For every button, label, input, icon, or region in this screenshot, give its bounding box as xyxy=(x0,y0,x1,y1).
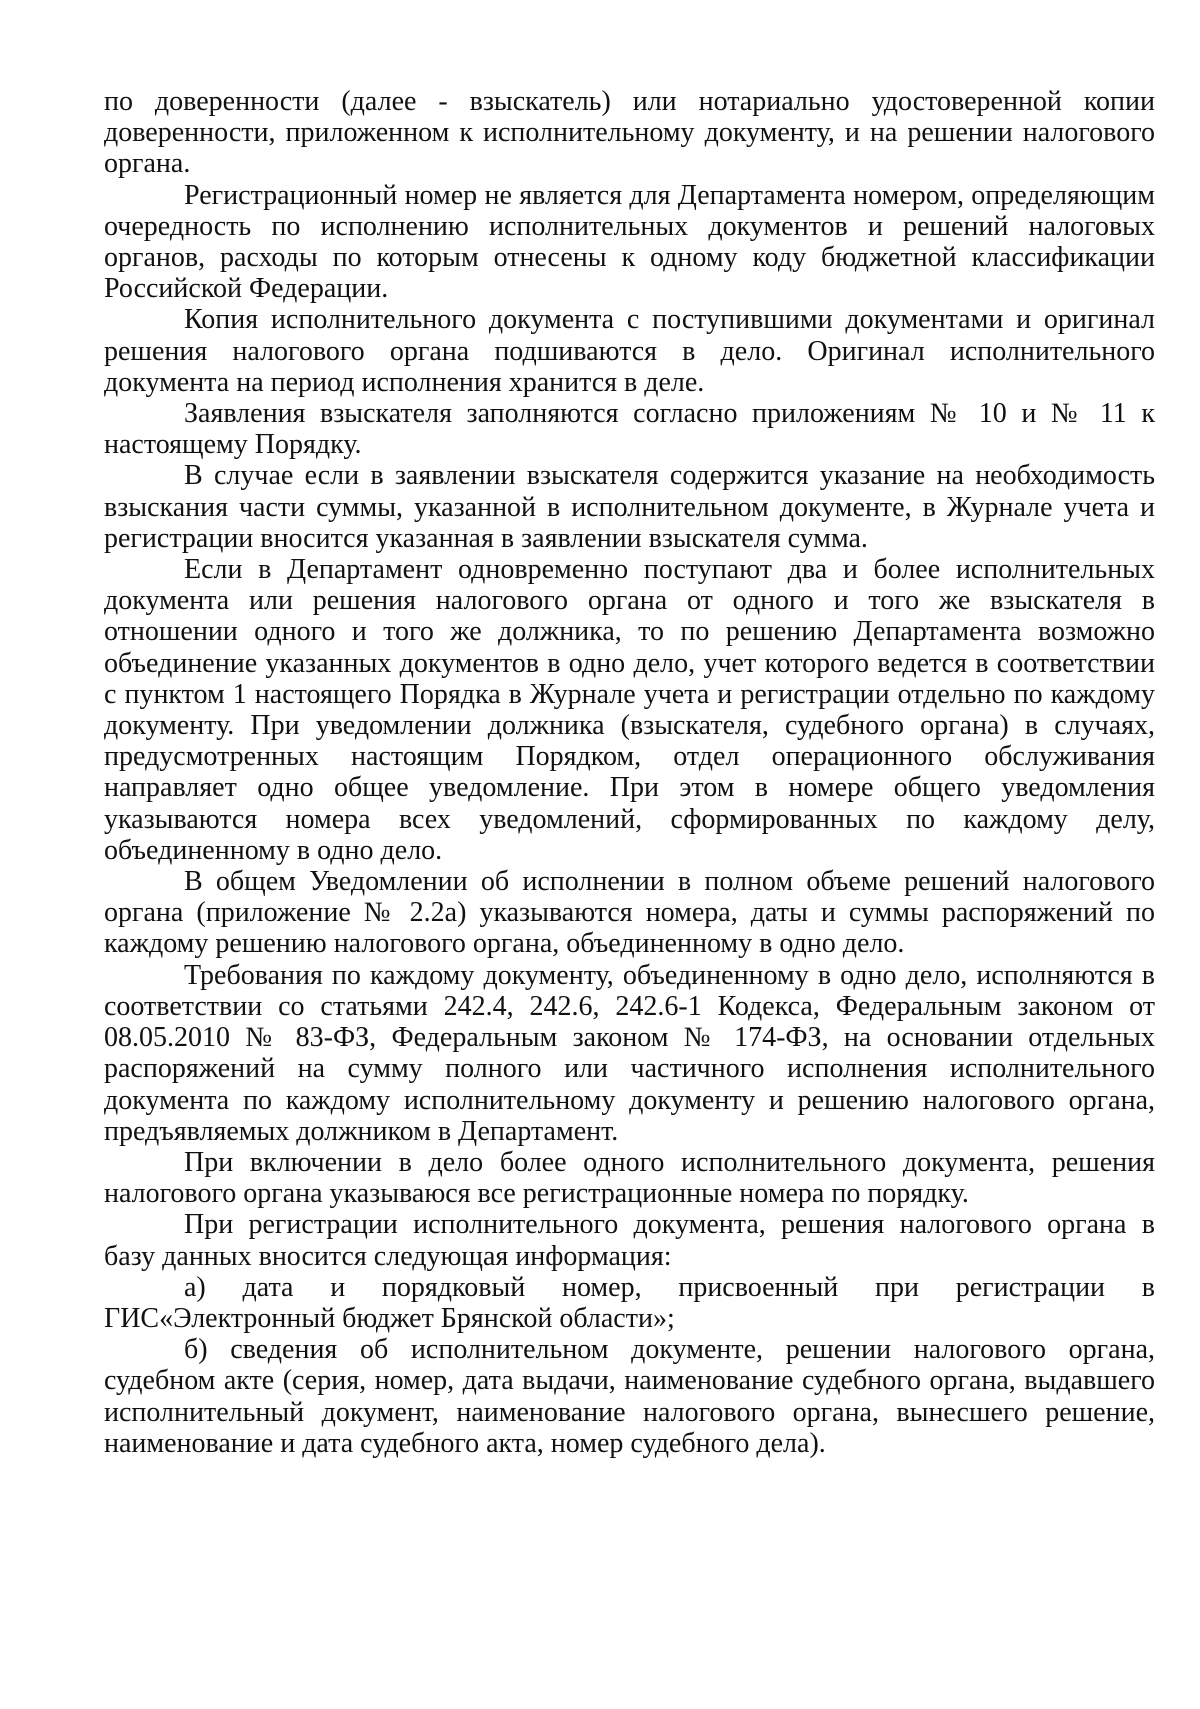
paragraph-continuation: по доверенности (далее - взыскатель) или нотариально удостоверенной копии доверенности, приложенном к исполнительному документу, и на решении налогового органа. xyxy=(104,86,1155,180)
paragraph-requirements: Требования по каждому документу, объединенному в одно дело, исполняются в соответствии со статьями 242.4, 242.6, 242.6-1 Кодекса, Федеральным законом от 08.05.2010 № 83-ФЗ, Федеральным законом № 174-ФЗ, на основании отдельных распоряжений на сумму полного или частичного исполнения исполнительного документа по каждому исполнительному документу и решению налогового органа, предъявляемых должником в Департамент. xyxy=(104,959,1155,1147)
paragraph-partial-sum: В случае если в заявлении взыскателя содержится указание на необходимость взыскания части суммы, указанной в исполнительном документе, в Журнале учета и регистрации вносится указанная в заявлении взыскателя сумма. xyxy=(104,460,1155,554)
paragraph-registration-number: Регистрационный номер не является для Департамента номером, определяющим очередность по исполнению исполнительных документов и решений налоговых органов, расходы по которым отнесены к одному коду бюджетной классификации Российской Федерации. xyxy=(104,179,1155,305)
paragraph-document-copy: Копия исполнительного документа с поступившими документами и оригинал решения налогового органа подшиваются в дело. Оригинал исполнительного документа на период исполнения хранится в деле. xyxy=(104,304,1155,398)
document-page xyxy=(104,86,1155,1459)
list-item-b: б) сведения об исполнительном документе, решении налогового органа, судебном акте (серия, номер, дата выдачи, наименование судебного органа, выдавшего исполнительный документ, наименование налогового органа, вынесшего решение, наименование и дата судебного акта, номер судебного дела). xyxy=(104,1334,1155,1459)
paragraph-multiple-documents: При включении в дело более одного исполнительного документа, решения налогового органа указываюся все регистрационные номера по порядку. xyxy=(104,1146,1155,1210)
paragraph-claimant-applications: Заявления взыскателя заполняются согласно приложениям № 10 и № 11 к настоящему Порядку. xyxy=(104,398,1155,461)
list-item-a: а) дата и порядковый номер, присвоенный при регистрации в ГИС«Электронный бюджет Брянской области»; xyxy=(104,1271,1155,1334)
paragraph-merging-documents: Если в Департамент одновременно поступают два и более исполнительных документа или решения налогового органа от одного и того же взыскателя в отношении одного и того же должника, то по решению Департамента возможно объединение указанных документов в одно дело, учет которого ведется в соответствии с пунктом 1 настоящего Порядка в Журнале учета и регистрации отдельно по каждому документу. При уведомлении должника (взыскателя, судебного органа) в случаях, предусмотренных настоящим Порядком, отдел операционного обслуживания направляет одно общее уведомление. При этом в номере общего уведомления указываются номера всех уведомлений, сформированных по каждому делу, объединенному в одно дело. xyxy=(104,554,1155,866)
paragraph-database-registration: При регистрации исполнительного документа, решения налогового органа в базу данных вносится следующая информация: xyxy=(104,1209,1155,1272)
paragraph-general-notice: В общем Уведомлении об исполнении в полном объеме решений налогового органа (приложение № 2.2а) указываются номера, даты и суммы распоряжений по каждому решению налогового органа, объединенному в одно дело. xyxy=(104,866,1155,960)
